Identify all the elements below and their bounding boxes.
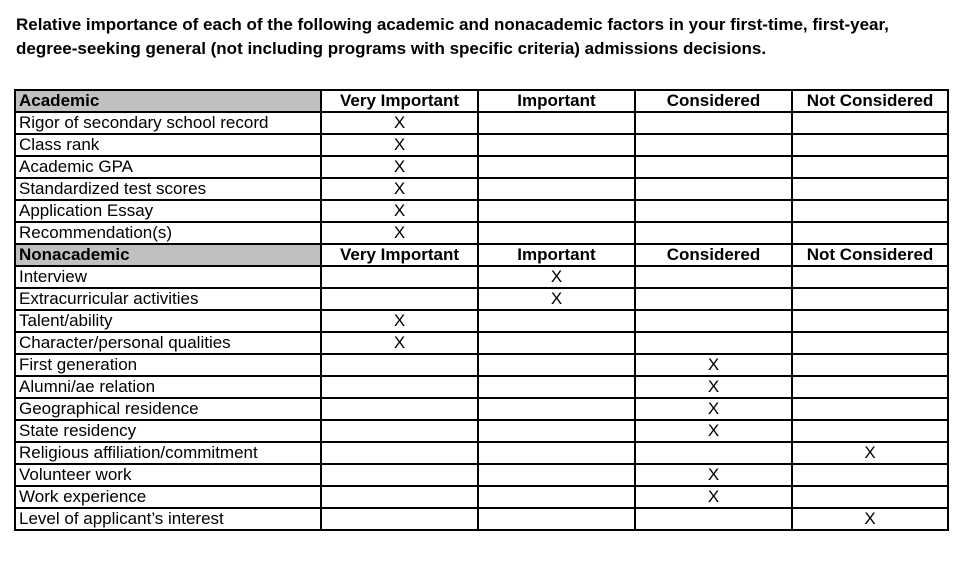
factor-label: Application Essay <box>15 200 321 222</box>
factor-label: Alumni/ae relation <box>15 376 321 398</box>
mark-cell-important: X <box>478 288 635 310</box>
mark-cell-important <box>478 376 635 398</box>
mark-cell-considered <box>635 178 792 200</box>
mark-cell-very-important <box>321 486 478 508</box>
factor-label: Character/personal qualities <box>15 332 321 354</box>
section-label: Academic <box>15 90 321 112</box>
mark-cell-not-considered <box>792 178 948 200</box>
mark-cell-important <box>478 332 635 354</box>
mark-cell-considered: X <box>635 486 792 508</box>
mark-cell-very-important: X <box>321 332 478 354</box>
mark-cell-important <box>478 200 635 222</box>
table-row <box>15 332 948 354</box>
table-row <box>15 222 948 244</box>
mark-cell-very-important <box>321 464 478 486</box>
mark-cell-important <box>478 420 635 442</box>
mark-cell-important <box>478 112 635 134</box>
mark-cell-not-considered: X <box>792 508 948 530</box>
factor-label: Extracurricular activities <box>15 288 321 310</box>
mark-cell-important <box>478 354 635 376</box>
document-title: Relative importance of each of the following academic and nonacademic factors in your first-time, first-year, degree-seeking general (not including programs with specific criteria) admissions decisions. <box>16 15 889 58</box>
factors-table-body <box>15 90 948 530</box>
mark-cell-important <box>478 134 635 156</box>
table-row <box>15 486 948 508</box>
mark-cell-not-considered <box>792 398 948 420</box>
factor-label: Volunteer work <box>15 464 321 486</box>
column-header-very-important: Very Important <box>321 244 478 266</box>
mark-cell-considered <box>635 222 792 244</box>
factor-label: Talent/ability <box>15 310 321 332</box>
mark-cell-important <box>478 156 635 178</box>
mark-cell-considered: X <box>635 376 792 398</box>
mark-cell-not-considered <box>792 310 948 332</box>
mark-cell-considered: X <box>635 398 792 420</box>
column-header-considered: Considered <box>635 244 792 266</box>
mark-cell-very-important: X <box>321 134 478 156</box>
table-row <box>15 442 948 464</box>
mark-cell-very-important: X <box>321 112 478 134</box>
mark-cell-important <box>478 508 635 530</box>
factor-label: Academic GPA <box>15 156 321 178</box>
table-row <box>15 398 948 420</box>
table-row <box>15 288 948 310</box>
factor-label: Standardized test scores <box>15 178 321 200</box>
mark-cell-not-considered <box>792 420 948 442</box>
mark-cell-important <box>478 178 635 200</box>
mark-cell-very-important: X <box>321 178 478 200</box>
mark-cell-considered <box>635 200 792 222</box>
factor-label: Level of applicant’s interest <box>15 508 321 530</box>
mark-cell-not-considered <box>792 266 948 288</box>
factor-label: Class rank <box>15 134 321 156</box>
section-label: Nonacademic <box>15 244 321 266</box>
mark-cell-not-considered <box>792 464 948 486</box>
mark-cell-not-considered <box>792 288 948 310</box>
factor-label: Rigor of secondary school record <box>15 112 321 134</box>
factor-label: Interview <box>15 266 321 288</box>
mark-cell-not-considered <box>792 222 948 244</box>
mark-cell-not-considered: X <box>792 442 948 464</box>
mark-cell-very-important <box>321 266 478 288</box>
column-header-important: Important <box>478 244 635 266</box>
factor-label: Religious affiliation/commitment <box>15 442 321 464</box>
mark-cell-considered: X <box>635 420 792 442</box>
mark-cell-not-considered <box>792 134 948 156</box>
mark-cell-very-important <box>321 288 478 310</box>
mark-cell-not-considered <box>792 354 948 376</box>
section-header-nonacademic <box>15 244 948 266</box>
table-row <box>15 354 948 376</box>
mark-cell-very-important: X <box>321 156 478 178</box>
column-header-not-considered: Not Considered <box>792 90 948 112</box>
table-row <box>15 112 948 134</box>
table-row <box>15 508 948 530</box>
mark-cell-not-considered <box>792 376 948 398</box>
mark-cell-very-important <box>321 398 478 420</box>
table-row <box>15 266 948 288</box>
mark-cell-considered <box>635 508 792 530</box>
column-header-important: Important <box>478 90 635 112</box>
table-row <box>15 464 948 486</box>
table-row <box>15 310 948 332</box>
factor-label: Work experience <box>15 486 321 508</box>
table-row <box>15 134 948 156</box>
factor-label: Recommendation(s) <box>15 222 321 244</box>
section-header-academic <box>15 90 948 112</box>
mark-cell-very-important <box>321 376 478 398</box>
mark-cell-important <box>478 222 635 244</box>
mark-cell-not-considered <box>792 332 948 354</box>
mark-cell-very-important: X <box>321 310 478 332</box>
mark-cell-important: X <box>478 266 635 288</box>
mark-cell-not-considered <box>792 200 948 222</box>
column-header-considered: Considered <box>635 90 792 112</box>
mark-cell-important <box>478 486 635 508</box>
mark-cell-considered <box>635 332 792 354</box>
mark-cell-very-important <box>321 442 478 464</box>
mark-cell-not-considered <box>792 156 948 178</box>
mark-cell-not-considered <box>792 112 948 134</box>
table-row <box>15 200 948 222</box>
mark-cell-considered <box>635 266 792 288</box>
factor-label: State residency <box>15 420 321 442</box>
mark-cell-considered <box>635 134 792 156</box>
column-header-very-important: Very Important <box>321 90 478 112</box>
mark-cell-important <box>478 398 635 420</box>
mark-cell-important <box>478 442 635 464</box>
mark-cell-very-important: X <box>321 200 478 222</box>
mark-cell-very-important <box>321 508 478 530</box>
table-row <box>15 156 948 178</box>
mark-cell-not-considered <box>792 486 948 508</box>
mark-cell-very-important: X <box>321 222 478 244</box>
mark-cell-very-important <box>321 420 478 442</box>
factor-label: Geographical residence <box>15 398 321 420</box>
mark-cell-important <box>478 310 635 332</box>
admission-factors-table <box>14 89 949 531</box>
table-row <box>15 420 948 442</box>
mark-cell-considered <box>635 112 792 134</box>
column-header-not-considered: Not Considered <box>792 244 948 266</box>
table-row <box>15 376 948 398</box>
factor-label: First generation <box>15 354 321 376</box>
mark-cell-very-important <box>321 354 478 376</box>
mark-cell-considered <box>635 442 792 464</box>
mark-cell-considered <box>635 156 792 178</box>
mark-cell-considered: X <box>635 354 792 376</box>
mark-cell-considered <box>635 310 792 332</box>
mark-cell-considered: X <box>635 464 792 486</box>
mark-cell-considered <box>635 288 792 310</box>
mark-cell-important <box>478 464 635 486</box>
table-row <box>15 178 948 200</box>
